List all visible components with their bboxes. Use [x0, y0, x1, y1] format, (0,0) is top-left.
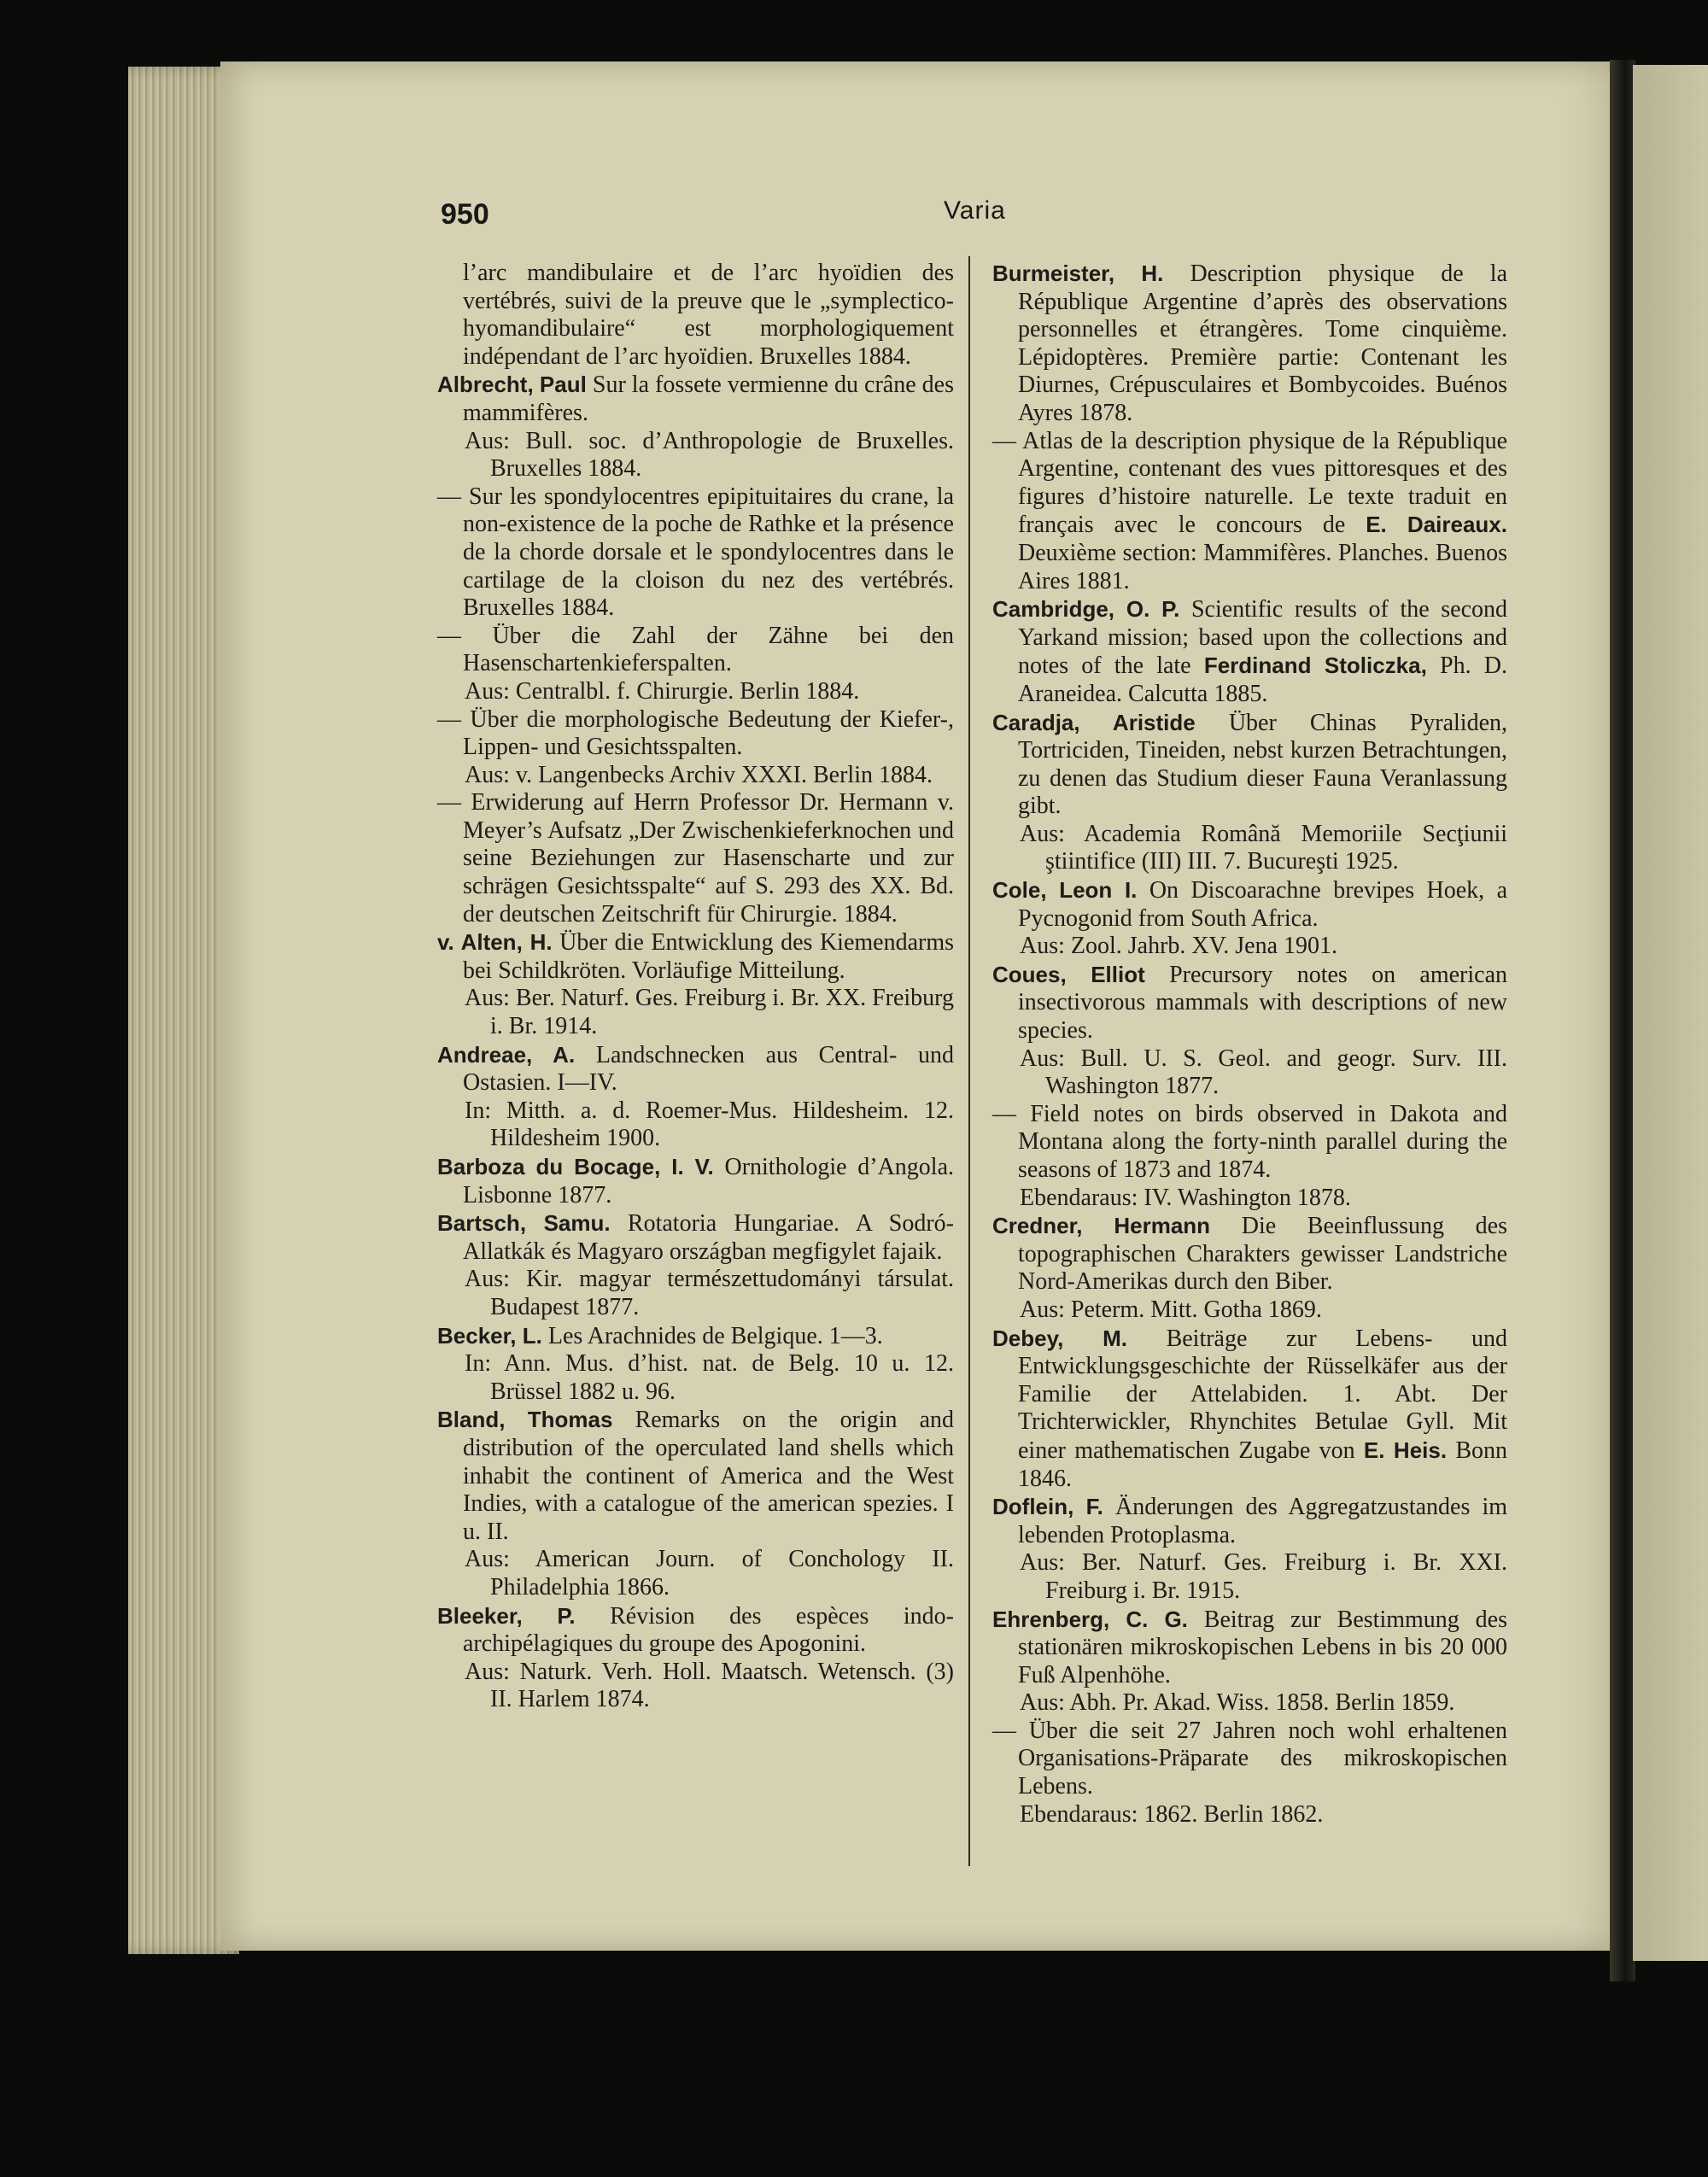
source-text: Aus: American Journ. of Conchology II. Philadelphia 1866.: [465, 1546, 954, 1601]
entry-title: Scientific results of the second Yarkand mission; based upon the collections and notes of the late: [1018, 596, 1508, 680]
source-line: [437, 428, 954, 483]
source-line: [437, 678, 954, 706]
entry-title: Révision des espèces indo-archipélagiques du groupe des Apogonini.: [463, 1602, 955, 1658]
source-line: [992, 1296, 1507, 1325]
source-line: [437, 1546, 954, 1601]
entry-title: Precursory notes on american insectivorous mammals with descriptions of new species.: [1018, 961, 1508, 1045]
entry-author: Doflein, F.: [992, 1494, 1103, 1520]
entry-title: Beiträge zur Lebens- und Entwicklungsgeschichte der Rüsselkäfer aus der Familie der Attelabiden. 1. Abt. Der Trichterwickler, Rhynchites Betulae Gyll. Mit einer mathematischen Zugabe von: [1018, 1325, 1508, 1464]
source-text: Aus: Naturk. Verh. Holl. Maatsch. Wetensch. (3) II. Harlem 1874.: [465, 1658, 954, 1713]
entry-title-end: Deuxième section: Mammifères. Planches. Buenos Aires 1881.: [1018, 539, 1507, 594]
book-gutter: [1610, 60, 1635, 1981]
entry-title: Les Arachnides de Belgique. 1—3.: [547, 1322, 883, 1349]
entry-title-end: Ph. D. Araneidea. Calcutta 1885.: [1018, 653, 1507, 707]
bibliography-entry: [437, 1041, 954, 1097]
source-line: [437, 1097, 954, 1153]
entry-title: Rotatoria Hungariae. A Sodró-Allatkák és Magyaro országban megfigylet fajaik.: [463, 1210, 955, 1265]
source-line: [992, 1045, 1507, 1101]
bibliography-entry: [992, 595, 1507, 708]
entry-title: Sur la fossete vermienne du crâne des mammifères.: [463, 372, 954, 426]
source-text: Aus: Peterm. Mitt. Gotha 1869.: [1020, 1296, 1322, 1323]
facing-page-edge: [1633, 65, 1708, 1961]
source-text: Aus: v. Langenbecks Archiv XXXI. Berlin 1884.: [465, 761, 933, 788]
source-text: Aus: Abh. Pr. Akad. Wiss. 1858. Berlin 1859.: [1020, 1689, 1455, 1717]
bibliography-entry: [437, 371, 954, 427]
source-line: [992, 821, 1507, 876]
entry-author: Albrecht, Paul: [437, 372, 587, 398]
entry-author: Becker, L.: [437, 1322, 542, 1349]
left-column: [437, 260, 954, 1714]
entry-title: — Field notes on birds observed in Dakota and Montana along the forty-ninth parallel during the seasons of 1873 and 1874.: [992, 1100, 1507, 1183]
person-name: Ferdinand Stoliczka,: [1203, 653, 1427, 679]
bibliography-entry: [437, 1322, 954, 1351]
bibliography-entry: [992, 961, 1507, 1045]
bibliography-entry: [437, 1602, 954, 1659]
entry-title: Landschnecken aus Central- und Ostasien. I—IV.: [463, 1041, 955, 1097]
source-line: [437, 1350, 954, 1406]
bibliography-entry: [992, 1325, 1507, 1494]
entry-author: Bleeker, P.: [437, 1602, 576, 1629]
entry-author: Barboza du Bocage, I. V.: [437, 1154, 714, 1179]
source-line: [437, 762, 954, 790]
bibliography-entry: [992, 428, 1507, 596]
entry-author: Credner, Hermann: [992, 1213, 1211, 1239]
entry-text: l’arc mandibulaire et de l’arc hyoïdien des vertébrés, suivi de la preuve que le „symplectico-hyomandibulaire“ est morphologiquement indépendant de l’arc hyoïdien. Bruxelles 1884.: [463, 260, 954, 370]
bibliography-entry: [437, 928, 954, 985]
bibliography-entry: [437, 623, 954, 678]
entry-title: — Erwiderung auf Herrn Professor Dr. Hermann v. Meyer’s Aufsatz „Der Zwischenkieferknochen und seine Beziehungen zur Hasenscharte und zur schrägen Gesichtsspalte“ auf S. 293 des XX. Bd. der deutschen Zeitschrift für Chirurgie. 1884.: [437, 789, 954, 928]
bibliography-entry: [437, 1153, 954, 1209]
source-line: [437, 1659, 954, 1714]
person-name: E. Heis.: [1363, 1437, 1448, 1463]
bibliography-entry: [437, 1406, 954, 1546]
entry-title: Änderungen des Aggregatzustandes im lebenden Protoplasma.: [1018, 1494, 1508, 1548]
entry-title: On Discoarachne brevipes Hoek, a Pycnogonid from South Africa.: [1018, 877, 1508, 932]
source-text: Ebendaraus: 1862. Berlin 1862.: [1020, 1800, 1324, 1828]
page-number: 950: [441, 198, 489, 231]
column-divider: [968, 256, 970, 1866]
source-text: Ebendaraus: IV. Washington 1878.: [1020, 1184, 1351, 1211]
entry-title: — Atlas de la description physique de la République Argentine, contenant des vues pittoresques et des figures d’histoire naturelle. Le texte traduit en français avec le concours de: [992, 427, 1507, 539]
source-text: Aus: Bull. soc. d’Anthropologie de Bruxelles. Bruxelles 1884.: [465, 427, 954, 483]
bibliography-entry: [437, 483, 954, 623]
entry-author: Caradja, Aristide: [992, 709, 1196, 735]
entry-title: — Über die Zahl der Zähne bei den Hasenschartenkieferspalten.: [437, 622, 954, 677]
source-line: [992, 1549, 1507, 1605]
entry-author: Debey, M.: [992, 1325, 1127, 1351]
source-line: [992, 1689, 1507, 1718]
running-head: Varia: [944, 196, 1006, 225]
source-text: Aus: Zool. Jahrb. XV. Jena 1901.: [1020, 933, 1338, 960]
right-column: [992, 260, 1507, 1829]
source-line: [992, 1185, 1507, 1213]
bibliography-entry: [437, 706, 954, 762]
entry-title: Beitrag zur Bestimmung des stationären mikroskopischen Lebens in bis 20 000 Fuß Alpenhöhe.: [1018, 1606, 1507, 1688]
entry-title: Die Beeinflussung des topographischen Charakters gewisser Landstriche Nord-Amerikas durch den Biber.: [1018, 1213, 1507, 1296]
source-text: In: Mitth. a. d. Roemer-Mus. Hildesheim. 12. Hildesheim 1900.: [465, 1097, 954, 1152]
bibliography-entry: [437, 1209, 954, 1266]
bibliography-entry: [992, 709, 1507, 821]
entry-author: Cambridge, O. P.: [992, 596, 1180, 623]
source-text: Aus: Ber. Naturf. Ges. Freiburg i. Br. XX. Freiburg i. Br. 1914.: [465, 985, 954, 1040]
bibliography-entry: [992, 1493, 1507, 1549]
entry-continuation: [437, 260, 954, 371]
entry-title: Description physique de la République Argentine d’après des observations personnelles et étrangères. Tome cinquième. Lépidoptères. Première partie: Contenant les Diurnes, Crépusculaires et Bombycoides. Buénos Ayres 1878.: [1018, 260, 1508, 426]
entry-author: Burmeister, H.: [992, 260, 1164, 286]
bibliography-entry: [992, 1718, 1507, 1801]
entry-title: — Sur les spondylocentres epipituitaires du crane, la non-existence de la poche de Rathke et la présence de la chorde dorsale et le spondylocentres dans le cartilage de la cloison du nez des vertébrés. Bruxelles 1884.: [437, 483, 954, 622]
bibliography-entry: [437, 789, 954, 928]
bibliography-entry: [992, 876, 1507, 933]
entry-author: Bland, Thomas: [437, 1407, 613, 1433]
source-text: Aus: Kir. magyar természettudományi társulat. Budapest 1877.: [465, 1266, 954, 1320]
source-text: Aus: Ber. Naturf. Ges. Freiburg i. Br. XXI. Freiburg i. Br. 1915.: [1020, 1549, 1507, 1604]
bibliography-entry: [992, 1212, 1507, 1296]
entry-title: Über die Entwicklung des Kiemendarms bei Schildkröten. Vorläufige Mitteilung.: [463, 929, 955, 984]
source-text: Aus: Academia Română Memoriile Secţiunii ştiintifice (III) III. 7. Bucureşti 1925.: [1020, 820, 1507, 875]
source-line: [992, 1801, 1507, 1829]
entry-title: — Über die seit 27 Jahren noch wohl erhaltenen Organisations-Präparate des mikroskopischen Lebens.: [992, 1717, 1507, 1800]
entry-author: Coues, Elliot: [992, 961, 1145, 987]
bibliography-entry: [992, 1101, 1507, 1185]
entry-title: Ornithologie d’Angola. Lisbonne 1877.: [463, 1154, 955, 1208]
entry-author: v. Alten, H.: [437, 929, 553, 956]
bibliography-entry: [992, 1606, 1507, 1690]
entry-author: Ehrenberg, C. G.: [992, 1606, 1188, 1632]
entry-title: — Über die morphologische Bedeutung der Kiefer-, Lippen- und Gesichtsspalten.: [437, 705, 954, 761]
source-line: [437, 985, 954, 1040]
entry-title: Über Chinas Pyraliden, Tortriciden, Tineiden, nebst kurzen Betrachtungen, zu denen das Studium dieser Fauna Veranlassung gibt.: [1018, 709, 1508, 820]
source-text: In: Ann. Mus. d’hist. nat. de Belg. 10 u. 12. Brüssel 1882 u. 96.: [465, 1350, 954, 1405]
person-name: E. Daireaux.: [1366, 512, 1507, 538]
source-line: [992, 933, 1507, 961]
source-text: Aus: Centralbl. f. Chirurgie. Berlin 1884.: [465, 677, 860, 705]
source-text: Aus: Bull. U. S. Geol. and geogr. Surv. III. Washington 1877.: [1020, 1045, 1507, 1100]
entry-author: Bartsch, Samu.: [437, 1210, 611, 1237]
entry-title: Remarks on the origin and distribution of the operculated land shells which inhabit the continent of America and the West Indies, with a catalogue of the american spezies. I u. II.: [463, 1407, 954, 1545]
source-line: [437, 1266, 954, 1321]
entry-author: Andreae, A.: [437, 1041, 576, 1068]
entry-title-end: Bonn 1846.: [1018, 1437, 1508, 1492]
entry-author: Cole, Leon I.: [992, 877, 1138, 904]
bibliography-entry: [992, 260, 1507, 428]
